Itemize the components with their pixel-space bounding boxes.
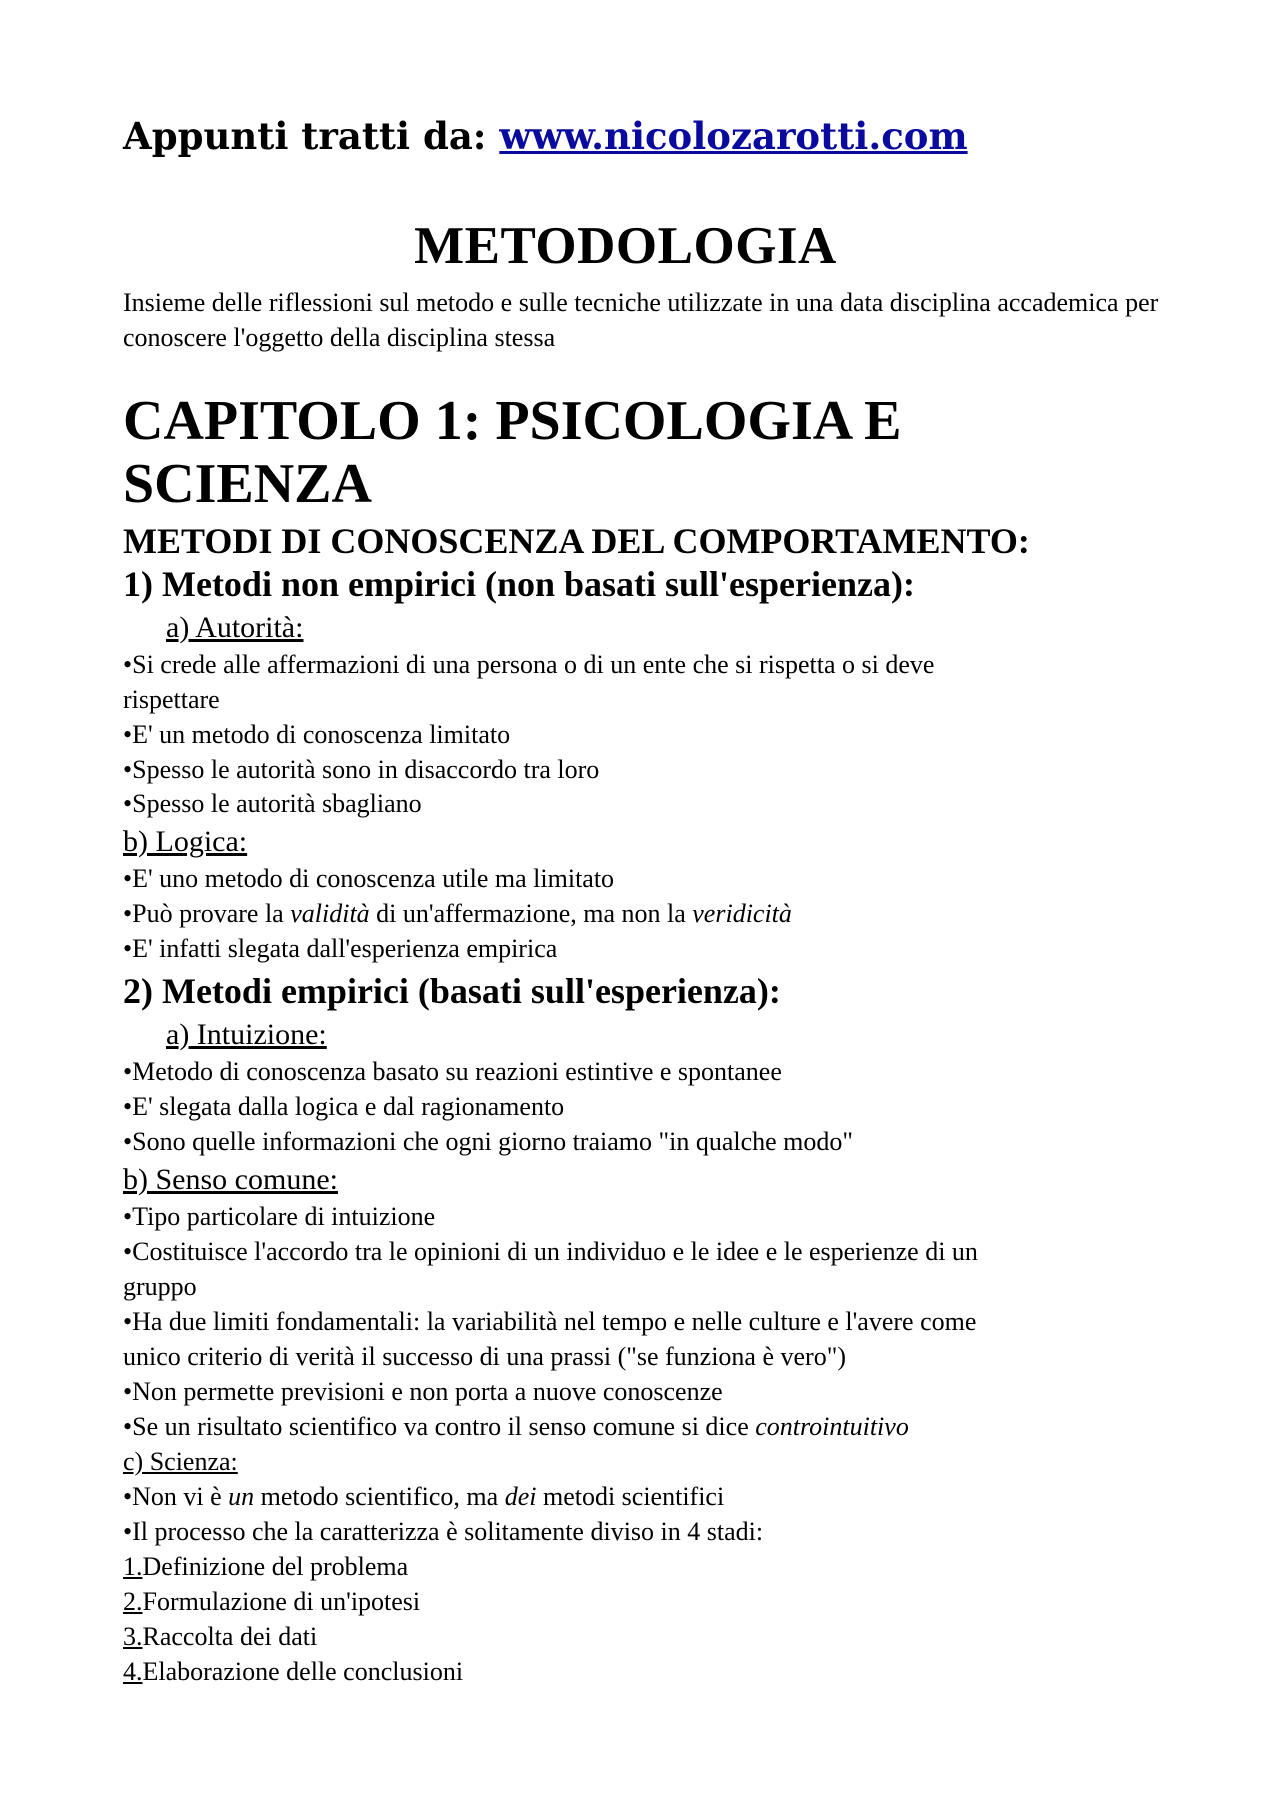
list-item: •Il processo che la caratterizza è solitamente diviso in 4 stadi: (123, 1517, 764, 1546)
item-text: •Se un risultato scientifico va contro il senso comune si dice (123, 1412, 756, 1441)
source-link[interactable]: www.nicolozarotti.com (499, 114, 968, 158)
source-prefix: Appunti tratti da: (123, 114, 500, 158)
stage-number: 4. (123, 1657, 143, 1686)
intro-paragraph: Insieme delle riflessioni sul metodo e sulle tecniche utilizzate in una data disciplina accademica per conoscere l'oggetto della disciplina stessa (123, 288, 1159, 352)
stage-number: 1. (123, 1552, 143, 1581)
group2-heading: 2) Metodi empirici (basati sull'esperienza): (123, 971, 781, 1011)
list-item: •Metodo di conoscenza basato su reazioni estintive e spontanee (123, 1057, 782, 1086)
list-item (123, 1412, 909, 1442)
logica-heading: b) Logica: (123, 825, 248, 858)
list-item: •Spesso le autorità sono in disaccordo tra loro (123, 755, 600, 784)
item-text: metodo scientifico, ma (254, 1482, 505, 1511)
list-item (123, 1482, 724, 1512)
list-item: •Tipo particolare di intuizione (123, 1202, 436, 1231)
scienza-heading: c) Scienza: (123, 1447, 238, 1476)
autorita-heading: a) Autorità: (166, 611, 304, 644)
list-item: •Non permette previsioni e non porta a nuove conoscenze (123, 1377, 723, 1406)
senso-comune-heading: b) Senso comune: (123, 1163, 338, 1196)
list-item: •Sono quelle informazioni che ogni giorno traiamo "in qualche modo" (123, 1127, 853, 1156)
stage-item (123, 1552, 408, 1582)
stage-number: 2. (123, 1587, 143, 1616)
item-text: di un'affermazione, ma non la (369, 899, 693, 928)
list-item: gruppo (123, 1272, 197, 1301)
intuizione-heading: a) Intuizione: (166, 1018, 327, 1051)
item-emphasis: dei (504, 1482, 537, 1511)
stage-item (123, 1622, 317, 1652)
list-item: •E' infatti slegata dall'esperienza empirica (123, 934, 558, 963)
list-item: •Spesso le autorità sbagliano (123, 789, 422, 818)
item-emphasis: veridicità (692, 899, 792, 928)
list-item (123, 899, 792, 929)
item-text: •Può provare la (123, 899, 291, 928)
list-item: •Ha due limiti fondamentali: la variabilità nel tempo e nelle culture e l'avere come (123, 1307, 977, 1336)
list-item: •E' un metodo di conoscenza limitato (123, 720, 511, 749)
list-item: unico criterio di verità il successo di una prassi ("se funziona è vero") (123, 1342, 846, 1371)
item-emphasis: validità (290, 899, 370, 928)
item-emphasis: un (228, 1482, 255, 1511)
section-heading: METODI DI CONOSCENZA DEL COMPORTAMENTO: (123, 521, 1030, 561)
list-item: •Costituisce l'accordo tra le opinioni di un individuo e le idee e le esperienze di un (123, 1237, 978, 1266)
stage-text: Elaborazione delle conclusioni (142, 1657, 464, 1686)
group1-heading: 1) Metodi non empirici (non basati sull'esperienza): (123, 564, 915, 604)
stage-text: Formulazione di un'ipotesi (142, 1587, 421, 1616)
list-item: rispettare (123, 685, 220, 714)
document-title: METODOLOGIA (414, 217, 837, 275)
item-text: •Non vi è (123, 1482, 229, 1511)
stage-number: 3. (123, 1622, 143, 1651)
stage-item (123, 1657, 463, 1687)
chapter-heading: CAPITOLO 1: PSICOLOGIA E SCIENZA (123, 390, 902, 515)
list-item: •E' uno metodo di conoscenza utile ma limitato (123, 864, 615, 893)
item-text: metodi scientifici (536, 1482, 725, 1511)
item-emphasis: controintuitivo (755, 1412, 909, 1441)
list-item: •E' slegata dalla logica e dal ragionamento (123, 1092, 565, 1121)
stage-text: Definizione del problema (142, 1552, 409, 1581)
source-header (123, 114, 968, 158)
list-item: •Si crede alle affermazioni di una persona o di un ente che si rispetta o si deve (123, 650, 935, 679)
stage-text: Raccolta dei dati (142, 1622, 318, 1651)
stage-item (123, 1587, 420, 1617)
